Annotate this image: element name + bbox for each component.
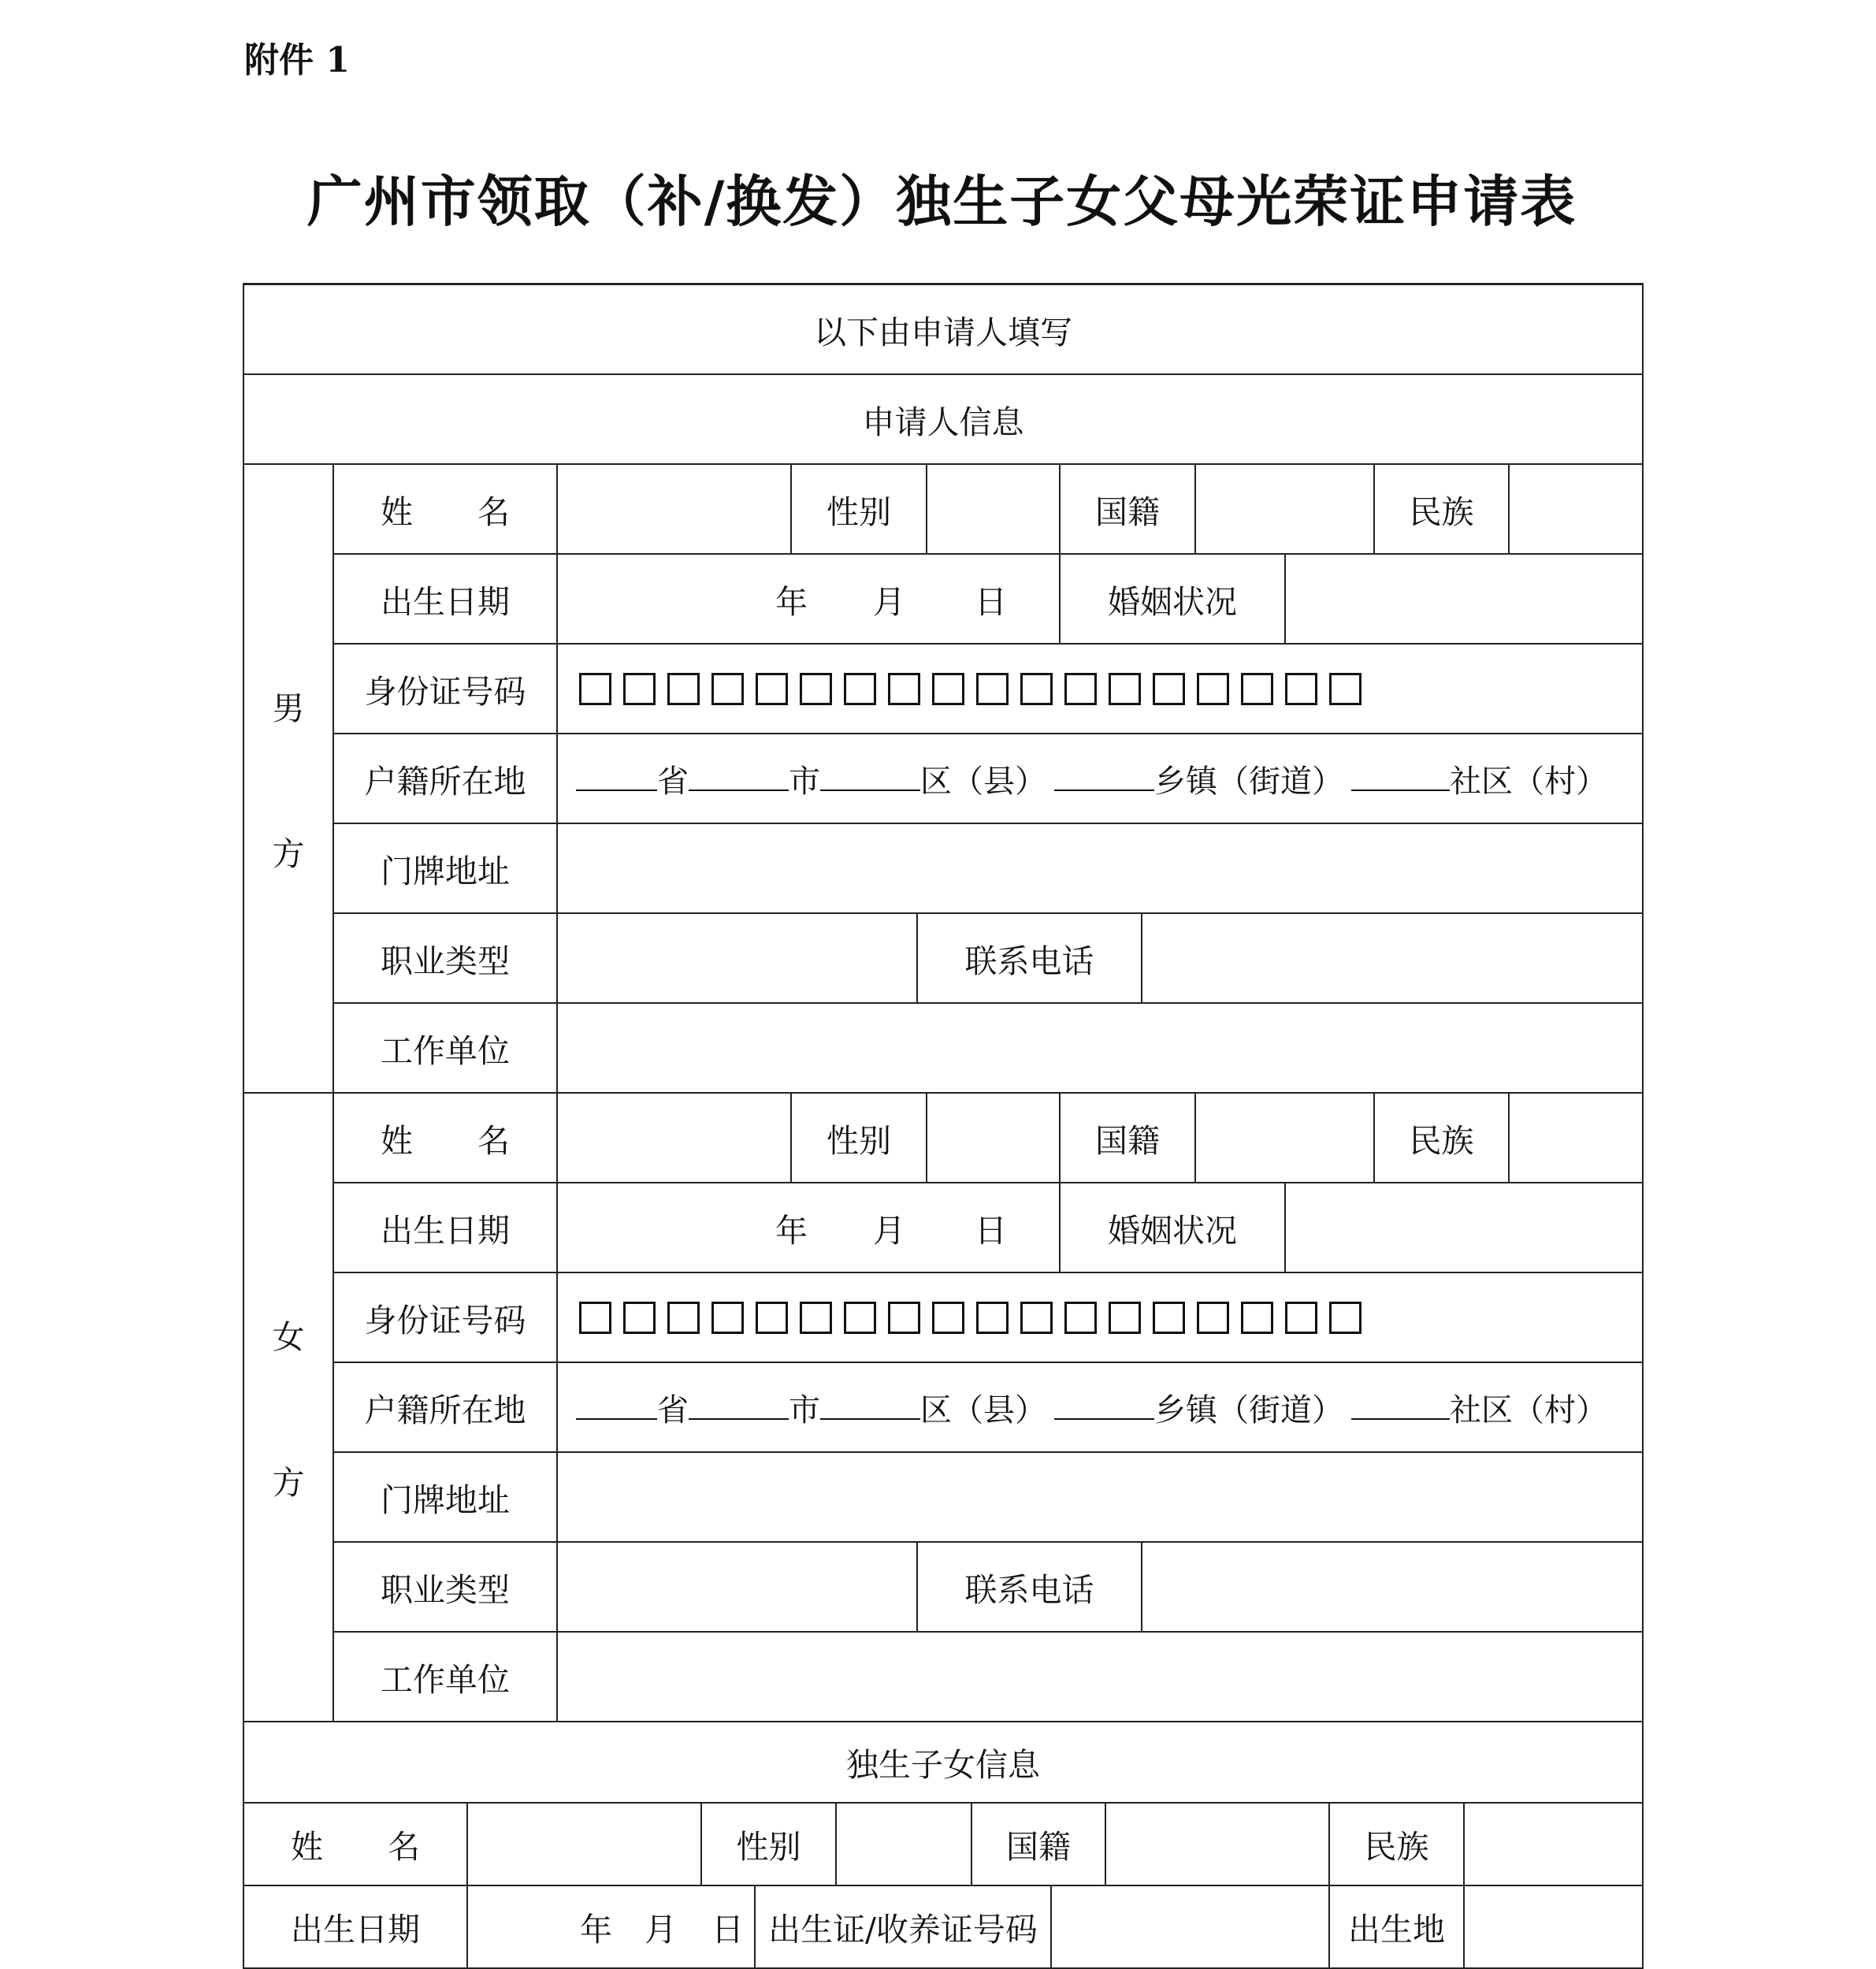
blank-line[interactable] <box>1054 761 1154 791</box>
id-digit-box[interactable] <box>623 1302 656 1334</box>
city-label: 市 <box>789 1391 820 1428</box>
id-digit-box[interactable] <box>711 673 744 705</box>
birth-date-label: 出生日期 <box>334 555 558 645</box>
id-digit-box[interactable] <box>888 1302 920 1334</box>
name-label: 姓 名 <box>334 1094 558 1183</box>
applicant-section-header: 申请人信息 <box>244 375 1644 465</box>
town-label: 乡镇（街道） <box>1154 763 1343 800</box>
gender-label: 性别 <box>792 465 927 555</box>
id-digit-box[interactable] <box>800 673 832 705</box>
id-digit-box[interactable] <box>1241 1302 1273 1334</box>
nationality-label: 国籍 <box>972 1804 1106 1886</box>
fill-note: 以下由申请人填写 <box>244 285 1644 375</box>
id-digit-box[interactable] <box>1020 1302 1053 1334</box>
district-label: 区（县） <box>920 1391 1046 1428</box>
female-phone-input[interactable] <box>1142 1543 1644 1633</box>
child-birth-date-input[interactable] <box>468 1886 756 1969</box>
ethnicity-label: 民族 <box>1375 1094 1510 1183</box>
female-ethnicity-input[interactable] <box>1510 1094 1644 1183</box>
id-digit-box[interactable] <box>844 1302 876 1334</box>
male-occupation-input[interactable] <box>558 914 918 1004</box>
male-id-number-boxes[interactable] <box>558 645 1644 734</box>
id-digit-box[interactable] <box>932 1302 964 1334</box>
male-gender-input[interactable] <box>927 465 1061 555</box>
female-employer-input[interactable] <box>558 1633 1644 1722</box>
male-nationality-input[interactable] <box>1196 465 1375 555</box>
gender-label: 性别 <box>792 1094 927 1183</box>
id-digit-box[interactable] <box>711 1302 744 1334</box>
nationality-label: 国籍 <box>1061 1094 1196 1183</box>
month-label: 月 <box>645 1911 677 1949</box>
female-occupation-input[interactable] <box>558 1543 918 1633</box>
blank-line[interactable] <box>689 761 789 791</box>
province-label: 省 <box>657 1391 689 1428</box>
month-label: 月 <box>873 582 905 621</box>
id-digit-box[interactable] <box>1109 673 1141 705</box>
side-char: 男 <box>272 689 305 727</box>
blank-line[interactable] <box>1054 1390 1154 1420</box>
application-form-table <box>243 283 1644 1969</box>
female-marital-status-input[interactable] <box>1286 1183 1644 1273</box>
female-household-location-input[interactable] <box>558 1363 1644 1453</box>
year-label: 年 <box>775 582 808 621</box>
child-section-header: 独生子女信息 <box>244 1722 1644 1804</box>
female-gender-input[interactable] <box>927 1094 1061 1183</box>
id-digit-box[interactable] <box>1020 673 1053 705</box>
id-digit-box[interactable] <box>1197 673 1229 705</box>
nationality-label: 国籍 <box>1061 465 1196 555</box>
id-digit-box[interactable] <box>667 673 700 705</box>
female-birth-date-input[interactable] <box>558 1183 1061 1273</box>
province-label: 省 <box>657 763 689 800</box>
id-digit-box[interactable] <box>667 1302 700 1334</box>
blank-line[interactable] <box>820 761 920 791</box>
id-digit-box[interactable] <box>756 673 788 705</box>
birth-date-label: 出生日期 <box>244 1886 468 1969</box>
id-digit-box[interactable] <box>1109 1302 1141 1334</box>
employer-label: 工作单位 <box>334 1633 558 1722</box>
blank-line[interactable] <box>1351 1390 1450 1420</box>
household-location-label: 户籍所在地 <box>334 1363 558 1453</box>
child-gender-input[interactable] <box>837 1804 972 1886</box>
child-ethnicity-input[interactable] <box>1465 1804 1644 1886</box>
id-digit-box[interactable] <box>623 673 656 705</box>
female-side-label <box>244 1094 334 1722</box>
district-label: 区（县） <box>920 763 1046 800</box>
birthplace-label: 出生地 <box>1330 1886 1465 1969</box>
town-label: 乡镇（街道） <box>1154 1391 1343 1428</box>
ethnicity-label: 民族 <box>1375 465 1510 555</box>
id-digit-box[interactable] <box>1064 1302 1097 1334</box>
child-name-input[interactable] <box>468 1804 702 1886</box>
id-number-label: 身份证号码 <box>334 645 558 734</box>
male-household-location-input[interactable] <box>558 734 1644 824</box>
id-digit-box[interactable] <box>579 1302 611 1334</box>
side-char: 方 <box>272 835 305 873</box>
male-birth-date-input[interactable] <box>558 555 1061 645</box>
male-side-label <box>244 465 334 1094</box>
id-digit-box[interactable] <box>1285 673 1317 705</box>
blank-line[interactable] <box>576 1390 657 1420</box>
city-label: 市 <box>789 763 820 800</box>
marital-status-label: 婚姻状况 <box>1061 1183 1286 1273</box>
marital-status-label: 婚姻状况 <box>1061 555 1286 645</box>
id-digit-box[interactable] <box>1153 1302 1185 1334</box>
address-label: 门牌地址 <box>334 824 558 914</box>
id-digit-box[interactable] <box>888 673 920 705</box>
day-label: 日 <box>711 1911 744 1949</box>
id-digit-box[interactable] <box>756 1302 788 1334</box>
id-digit-box[interactable] <box>800 1302 832 1334</box>
id-number-label: 身份证号码 <box>334 1273 558 1363</box>
id-digit-box[interactable] <box>1241 673 1273 705</box>
blank-line[interactable] <box>576 761 657 791</box>
child-nationality-input[interactable] <box>1106 1804 1330 1886</box>
name-label: 姓 名 <box>244 1804 468 1886</box>
female-section <box>244 1094 1644 1722</box>
id-digit-box[interactable] <box>579 673 611 705</box>
side-char: 女 <box>272 1318 305 1356</box>
female-nationality-input[interactable] <box>1196 1094 1375 1183</box>
id-digit-box[interactable] <box>844 673 876 705</box>
male-marital-status-input[interactable] <box>1286 555 1644 645</box>
attachment-label: 附件 1 <box>244 40 350 80</box>
month-label: 月 <box>873 1211 905 1250</box>
name-label: 姓 名 <box>334 465 558 555</box>
id-digit-box[interactable] <box>1064 673 1097 705</box>
form-title: 广州市领取（补/换发）独生子女父母光荣证申请表 <box>306 169 1577 234</box>
male-name-input[interactable] <box>558 465 792 555</box>
year-label: 年 <box>775 1211 808 1250</box>
occupation-label: 职业类型 <box>334 914 558 1004</box>
male-phone-input[interactable] <box>1142 914 1644 1004</box>
id-digit-box[interactable] <box>1329 673 1361 705</box>
id-digit-box[interactable] <box>976 1302 1009 1334</box>
ethnicity-label: 民族 <box>1330 1804 1465 1886</box>
birth-cert-label: 出生证/收养证号码 <box>756 1886 1052 1969</box>
female-address-input[interactable] <box>558 1453 1644 1543</box>
community-label: 社区（村） <box>1450 763 1607 800</box>
day-label: 日 <box>975 1211 1007 1250</box>
phone-label: 联系电话 <box>918 1543 1142 1633</box>
blank-line[interactable] <box>1351 761 1450 791</box>
household-location-label: 户籍所在地 <box>334 734 558 824</box>
male-employer-input[interactable] <box>558 1004 1644 1094</box>
side-char: 方 <box>272 1464 305 1502</box>
male-address-input[interactable] <box>558 824 1644 914</box>
id-digit-box[interactable] <box>1285 1302 1317 1334</box>
phone-label: 联系电话 <box>918 914 1142 1004</box>
birth-date-label: 出生日期 <box>334 1183 558 1273</box>
id-digit-box[interactable] <box>976 673 1009 705</box>
community-label: 社区（村） <box>1450 1391 1607 1428</box>
id-digit-box[interactable] <box>1153 673 1185 705</box>
id-digit-box[interactable] <box>932 673 964 705</box>
blank-line[interactable] <box>689 1390 789 1420</box>
occupation-label: 职业类型 <box>334 1543 558 1633</box>
male-ethnicity-input[interactable] <box>1510 465 1644 555</box>
female-id-number-boxes[interactable] <box>558 1273 1644 1363</box>
male-section <box>244 465 1644 1094</box>
address-label: 门牌地址 <box>334 1453 558 1543</box>
blank-line[interactable] <box>820 1390 920 1420</box>
female-name-input[interactable] <box>558 1094 792 1183</box>
year-label: 年 <box>580 1911 612 1949</box>
id-digit-box[interactable] <box>1197 1302 1229 1334</box>
employer-label: 工作单位 <box>334 1004 558 1094</box>
id-digit-box[interactable] <box>1329 1302 1361 1334</box>
day-label: 日 <box>975 582 1007 621</box>
child-birth-cert-input[interactable] <box>1052 1886 1330 1969</box>
gender-label: 性别 <box>702 1804 837 1886</box>
child-birthplace-input[interactable] <box>1465 1886 1644 1969</box>
